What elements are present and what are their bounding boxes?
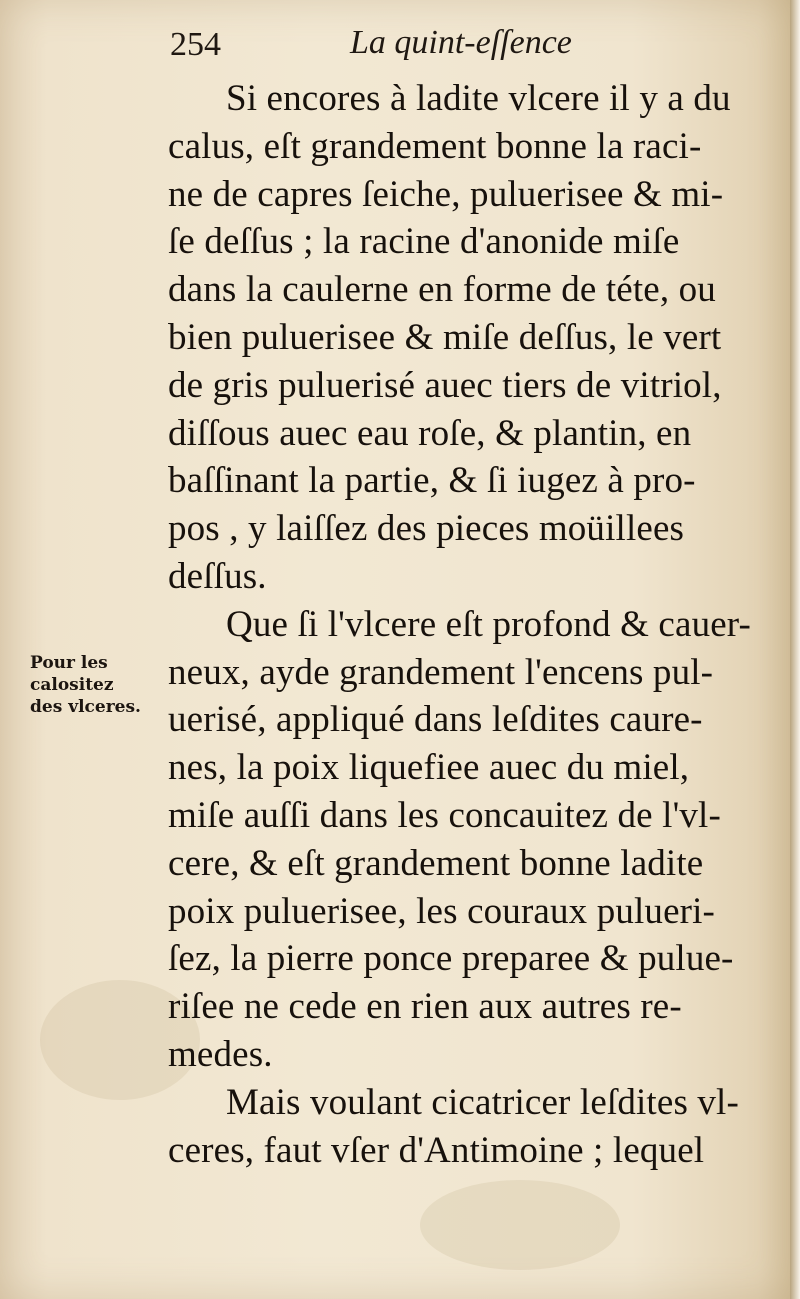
margin-note [30,652,155,718]
text-line: pos , y laiſſez des pieces moüillees [168,508,685,550]
text-line: ſez, la pierre ponce preparee & pulue- [168,938,734,980]
margin-note-line: Pour les [30,653,108,673]
text-line: miſe auſſi dans les concauitez de l'vl- [168,794,721,836]
text-line: cere, & eſt grandement bonne ladite [168,842,704,884]
page-header [170,22,690,70]
page-number: 254 [170,26,221,63]
text-line: nes, la poix liquefiee auec du miel, [168,747,690,789]
text-line: dans la caulerne en forme de téte, ou [168,269,716,311]
text-line: neux, ayde grandement l'encens pul- [168,651,714,693]
text-line: ceres, faut vſer d'Antimoine ; lequel [168,1129,705,1171]
text-line: riſee ne cede en rien aux autres re- [168,986,682,1028]
text-line: poix puluerisee, les couraux pulueri- [168,890,716,932]
text-line: deſſus. [168,555,267,597]
margin-note-line: calositez [30,675,114,695]
main-text [168,75,768,1174]
text-line: bien puluerisee & miſe deſſus, le vert [168,316,722,358]
page-edge [790,0,800,1299]
text-line: medes. [168,1033,273,1075]
running-title: La quint-eſſence [350,24,572,61]
text-line: uerisé, appliqué dans leſdites caure- [168,699,703,741]
text-line: ne de capres ſeiche, puluerisee & mi- [168,173,724,215]
text-line: Si encores à ladite vlcere il y a du [226,78,731,119]
margin-note-line: des vlceres. [30,697,141,717]
text-line: Mais voulant cicatricer leſdites vl- [226,1081,739,1123]
text-line: calus, eſt grandement bonne la raci- [168,125,702,167]
text-line: baſſinant la partie, & ſi iugez à pro- [168,460,696,502]
text-line: ſe deſſus ; la racine d'anonide miſe [168,221,680,263]
text-line: Que ſi l'vlcere eſt profond & cauer- [226,603,751,645]
paper-stain [420,1180,620,1270]
text-line: diſſous auec eau roſe, & plantin, en [168,412,692,454]
text-line: de gris puluerisé auec tiers de vitriol, [168,364,722,406]
